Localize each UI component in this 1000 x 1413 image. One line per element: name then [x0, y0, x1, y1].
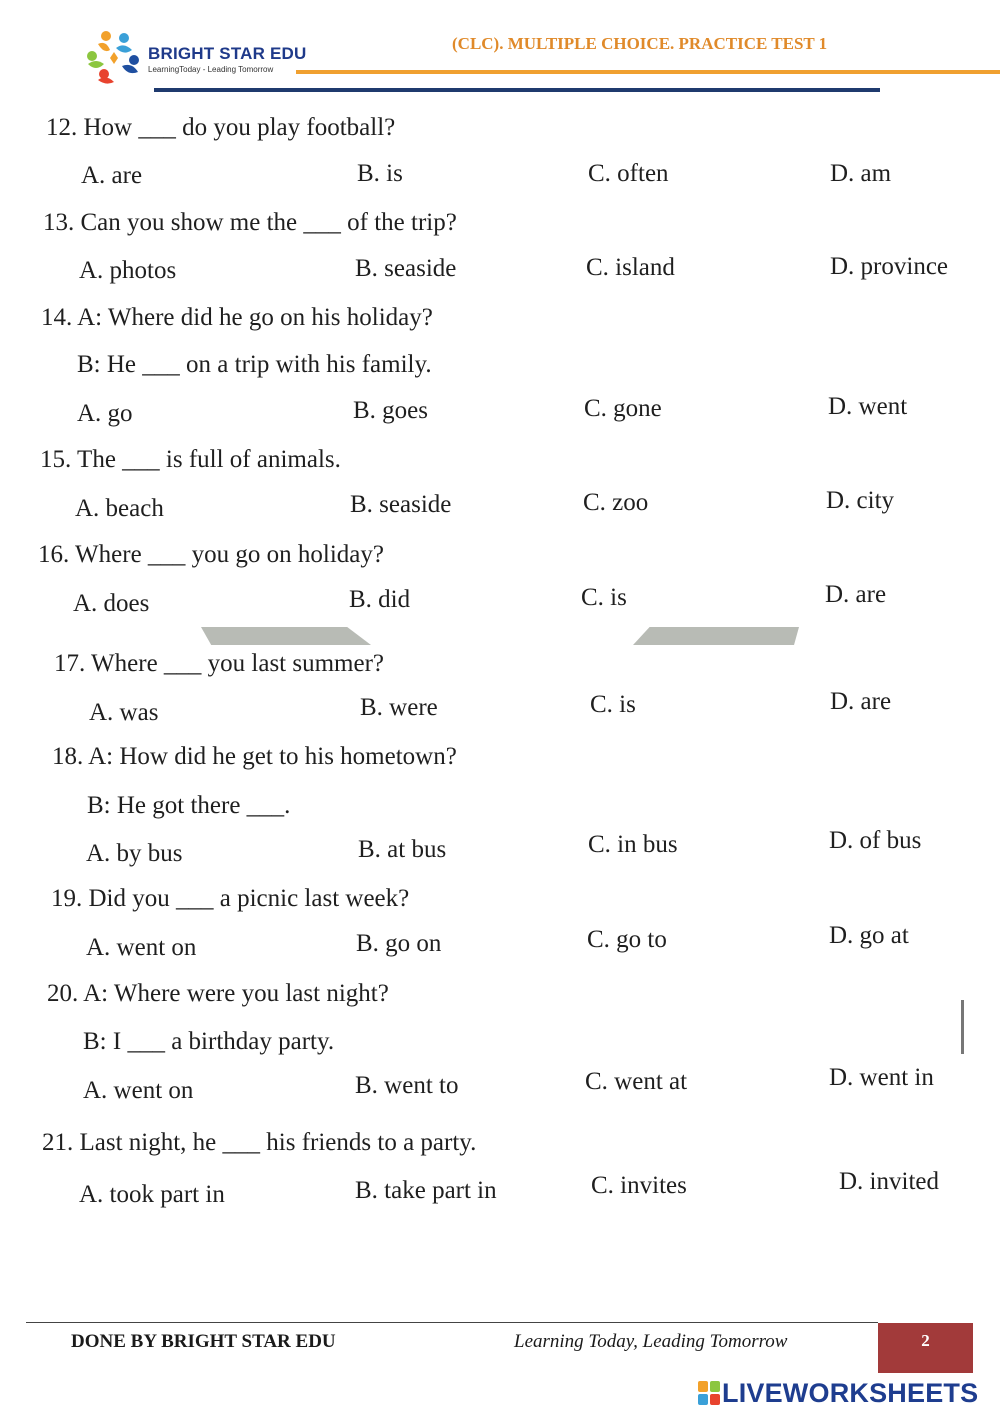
question-20-stem: 20. A: Where were you last night? — [47, 980, 389, 1007]
header-rule-orange — [296, 70, 1000, 74]
question-19-stem: 19. Did you ___ a picnic last week? — [51, 885, 410, 912]
question-18-stem: 18. A: How did he get to his hometown? — [52, 743, 457, 770]
question-18-option-d[interactable]: D. of bus — [829, 827, 922, 854]
footer-rule — [26, 1322, 878, 1323]
question-13-option-d[interactable]: D. province — [830, 253, 949, 280]
question-15-option-d[interactable]: D. city — [826, 487, 895, 514]
liveworksheets-text: LIVEWORKSHEETS — [722, 1378, 979, 1408]
question-14-line-2: B: He ___ on a trip with his family. — [77, 351, 432, 378]
question-17-option-c[interactable]: C. is — [590, 691, 636, 718]
question-13-option-a[interactable]: A. photos — [79, 257, 177, 284]
scan-artifact-right — [633, 627, 799, 645]
brand-name: BRIGHT STAR EDU — [148, 44, 307, 63]
question-12-option-c[interactable]: C. often — [588, 160, 669, 187]
question-16-stem: 16. Where ___ you go on holiday? — [38, 541, 384, 568]
test-title: (CLC). MULTIPLE CHOICE. PRACTICE TEST 1 — [452, 34, 828, 53]
footer-credit: DONE BY BRIGHT STAR EDU — [71, 1331, 336, 1352]
question-21-option-b[interactable]: B. take part in — [355, 1177, 497, 1204]
question-17-option-b[interactable]: B. were — [360, 694, 438, 721]
question-14-stem: 14. A: Where did he go on his holiday? — [41, 304, 433, 331]
question-17-stem: 17. Where ___ you last summer? — [54, 650, 385, 677]
question-21-option-c[interactable]: C. invites — [591, 1172, 687, 1199]
question-20-option-d[interactable]: D. went in — [829, 1064, 934, 1091]
question-13-stem: 13. Can you show me the ___ of the trip? — [43, 209, 457, 236]
question-19-option-d[interactable]: D. go at — [829, 922, 909, 949]
question-13-option-b[interactable]: B. seaside — [355, 255, 457, 282]
page-number: 2 — [878, 1323, 973, 1373]
star-people-logo-icon — [84, 28, 144, 86]
question-21-option-a[interactable]: A. took part in — [79, 1181, 225, 1208]
question-18-option-b[interactable]: B. at bus — [358, 836, 447, 863]
header-rule-navy — [154, 88, 880, 92]
question-20-option-c[interactable]: C. went at — [585, 1068, 688, 1095]
question-20-line-2: B: I ___ a birthday party. — [83, 1028, 335, 1055]
question-16-option-c[interactable]: C. is — [581, 584, 627, 611]
question-15-option-a[interactable]: A. beach — [75, 495, 164, 522]
question-18-option-c[interactable]: C. in bus — [588, 831, 678, 858]
question-20-option-b[interactable]: B. went to — [355, 1072, 459, 1099]
question-19-option-c[interactable]: C. go to — [587, 926, 667, 953]
question-12-option-a[interactable]: A. are — [81, 162, 143, 189]
liveworksheets-logo-icon — [698, 1381, 720, 1405]
brand-tagline: LearningToday - Leading Tomorrow — [148, 65, 274, 74]
question-14-option-c[interactable]: C. gone — [584, 395, 662, 422]
question-15-stem: 15. The ___ is full of animals. — [40, 446, 341, 473]
question-18-line-2: B: He got there ___. — [87, 792, 291, 819]
question-15-option-b[interactable]: B. seaside — [350, 491, 452, 518]
question-18-option-a[interactable]: A. by bus — [86, 840, 183, 867]
question-14-option-b[interactable]: B. goes — [353, 397, 428, 424]
footer-slogan: Learning Today, Leading Tomorrow — [514, 1331, 788, 1352]
scan-artifact-bar — [961, 1000, 964, 1054]
question-16-option-b[interactable]: B. did — [349, 586, 411, 613]
question-17-option-a[interactable]: A. was — [89, 699, 159, 726]
question-14-option-a[interactable]: A. go — [77, 400, 133, 427]
question-12-option-d[interactable]: D. am — [830, 160, 892, 187]
question-17-option-d[interactable]: D. are — [830, 688, 892, 715]
question-15-option-c[interactable]: C. zoo — [583, 489, 649, 516]
question-16-option-a[interactable]: A. does — [73, 590, 150, 617]
brand-logo — [84, 28, 314, 88]
question-16-option-d[interactable]: D. are — [825, 581, 887, 608]
question-20-option-a[interactable]: A. went on — [83, 1077, 194, 1104]
question-21-stem: 21. Last night, he ___ his friends to a party. — [42, 1129, 477, 1156]
scan-artifact-left — [201, 627, 371, 645]
question-13-option-c[interactable]: C. island — [586, 254, 675, 281]
question-19-option-b[interactable]: B. go on — [356, 930, 442, 957]
question-12-option-b[interactable]: B. is — [357, 160, 403, 187]
question-21-option-d[interactable]: D. invited — [839, 1168, 939, 1195]
question-12-stem: 12. How ___ do you play football? — [46, 114, 396, 141]
question-19-option-a[interactable]: A. went on — [86, 934, 197, 961]
question-14-option-d[interactable]: D. went — [828, 393, 908, 420]
